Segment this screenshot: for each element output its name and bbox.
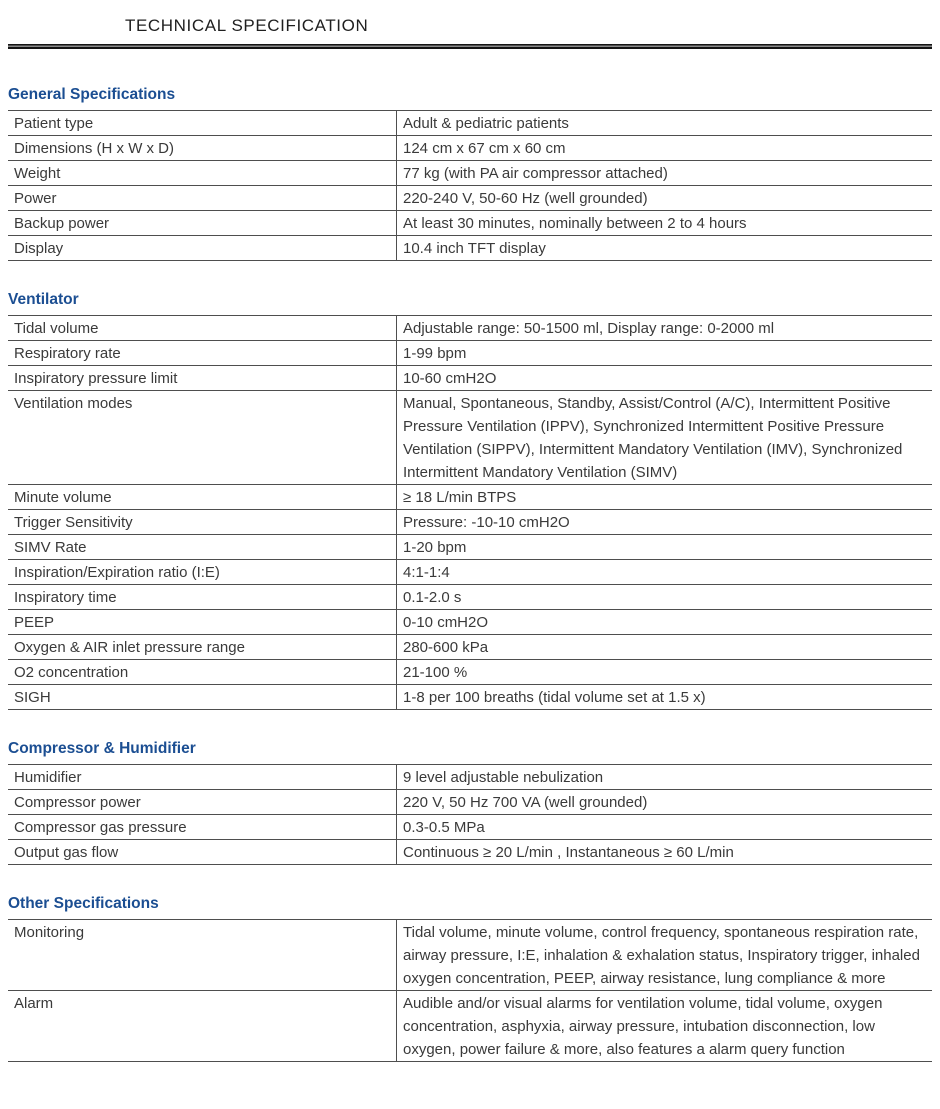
spec-value: 1-8 per 100 breaths (tidal volume set at 1.5 x): [397, 685, 933, 710]
table-row: [8, 236, 932, 261]
table-row: [8, 840, 932, 865]
spec-label: Oxygen & AIR inlet pressure range: [8, 635, 397, 660]
section-heading-compressor-humidifier: Compressor & Humidifier: [8, 740, 196, 757]
spec-label: Dimensions (H x W x D): [8, 136, 397, 161]
compressor-humidifier-table: [8, 764, 932, 865]
table-row: [8, 391, 932, 485]
spec-value: 10.4 inch TFT display: [397, 236, 933, 261]
spec-label: SIMV Rate: [8, 535, 397, 560]
spec-label: Respiratory rate: [8, 341, 397, 366]
table-row: [8, 635, 932, 660]
table-row: [8, 610, 932, 635]
table-row: [8, 790, 932, 815]
spec-label: Inspiratory time: [8, 585, 397, 610]
spec-value: 124 cm x 67 cm x 60 cm: [397, 136, 933, 161]
table-row: [8, 111, 932, 136]
spec-value: Continuous ≥ 20 L/min , Instantaneous ≥ 60 L/min: [397, 840, 933, 865]
table-row: [8, 136, 932, 161]
spec-label: Tidal volume: [8, 316, 397, 341]
spec-value: ≥ 18 L/min BTPS: [397, 485, 933, 510]
spec-label: PEEP: [8, 610, 397, 635]
table-row: [8, 560, 932, 585]
spec-value: 9 level adjustable nebulization: [397, 765, 933, 790]
spec-label: O2 concentration: [8, 660, 397, 685]
spec-label: Ventilation modes: [8, 391, 397, 485]
general-specifications-table: [8, 110, 932, 261]
spec-label: Output gas flow: [8, 840, 397, 865]
table-row: [8, 535, 932, 560]
table-row: [8, 585, 932, 610]
section-heading-general-specifications: General Specifications: [8, 86, 176, 103]
table-row: [8, 510, 932, 535]
title-divider: [8, 44, 932, 49]
spec-label: SIGH: [8, 685, 397, 710]
table-row: [8, 316, 932, 341]
ventilator-table: [8, 315, 932, 710]
spec-value: Tidal volume, minute volume, control frequency, spontaneous respiration rate, airway pressure, I:E, inhalation & exhalation status, Inspiratory trigger, inhaled oxygen concentration, PEEP, airway resistance, lung compliance & more: [397, 920, 933, 991]
section-heading-other-specifications: Other Specifications: [8, 895, 159, 912]
spec-value: 0.1-2.0 s: [397, 585, 933, 610]
spec-label: Monitoring: [8, 920, 397, 991]
table-row: [8, 815, 932, 840]
spec-label: Alarm: [8, 991, 397, 1062]
spec-label: Weight: [8, 161, 397, 186]
spec-value: 220-240 V, 50-60 Hz (well grounded): [397, 186, 933, 211]
table-row: [8, 485, 932, 510]
spec-value: 77 kg (with PA air compressor attached): [397, 161, 933, 186]
spec-label: Patient type: [8, 111, 397, 136]
section-heading-ventilator: Ventilator: [8, 291, 79, 308]
spec-value: 4:1-1:4: [397, 560, 933, 585]
spec-value: 0-10 cmH2O: [397, 610, 933, 635]
spec-value: At least 30 minutes, nominally between 2 to 4 hours: [397, 211, 933, 236]
spec-value: Audible and/or visual alarms for ventilation volume, tidal volume, oxygen concentration, asphyxia, airway pressure, intubation disconnection, low oxygen, power failure & more, also features a alarm query function: [397, 991, 933, 1062]
table-row: [8, 341, 932, 366]
table-row: [8, 161, 932, 186]
spec-value: 0.3-0.5 MPa: [397, 815, 933, 840]
spec-value: 220 V, 50 Hz 700 VA (well grounded): [397, 790, 933, 815]
table-row: [8, 920, 932, 991]
table-row: [8, 991, 932, 1062]
spec-value: Adult & pediatric patients: [397, 111, 933, 136]
spec-value: Manual, Spontaneous, Standby, Assist/Control (A/C), Intermittent Positive Pressure Ventilation (IPPV), Synchronized Intermittent Positive Pressure Ventilation (SIPPV), Intermittent Mandatory Ventilation (IMV), Synchronized Intermittent Mandatory Ventilation (SIMV): [397, 391, 933, 485]
spec-value: 1-99 bpm: [397, 341, 933, 366]
other-specifications-table: [8, 919, 932, 1062]
table-row: [8, 211, 932, 236]
table-row: [8, 685, 932, 710]
spec-value: 21-100 %: [397, 660, 933, 685]
spec-label: Display: [8, 236, 397, 261]
spec-label: Compressor gas pressure: [8, 815, 397, 840]
spec-label: Humidifier: [8, 765, 397, 790]
table-row: [8, 366, 932, 391]
spec-label: Minute volume: [8, 485, 397, 510]
spec-label: Power: [8, 186, 397, 211]
spec-label: Backup power: [8, 211, 397, 236]
spec-value: Adjustable range: 50-1500 ml, Display range: 0-2000 ml: [397, 316, 933, 341]
spec-value: Pressure: -10-10 cmH2O: [397, 510, 933, 535]
spec-label: Compressor power: [8, 790, 397, 815]
table-row: [8, 765, 932, 790]
spec-value: 1-20 bpm: [397, 535, 933, 560]
spec-value: 10-60 cmH2O: [397, 366, 933, 391]
spec-value: 280-600 kPa: [397, 635, 933, 660]
table-row: [8, 186, 932, 211]
spec-label: Trigger Sensitivity: [8, 510, 397, 535]
spec-label: Inspiration/Expiration ratio (I:E): [8, 560, 397, 585]
spec-label: Inspiratory pressure limit: [8, 366, 397, 391]
page-title: TECHNICAL SPECIFICATION: [125, 16, 369, 35]
table-row: [8, 660, 932, 685]
